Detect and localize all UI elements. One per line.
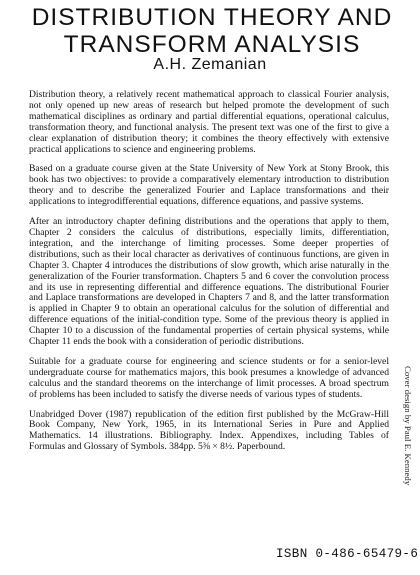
publication-note: Unabridged Dover (1987) republication of the edition first published by the McGraw-Hill Book Company, New York, 1965, in its International Series in Pure and Applied Mathematics. 14 illustrations. Bibliography. Index. Appendixes, including Tables of Formulas and Glossary of Symbols. 384pp. 5⅜ × 8½. Paperbound.: [29, 408, 389, 453]
description-paragraph: Distribution theory, a relatively recent mathematical approach to classical Fourier analysis, not only opened up new areas of research but helped promote the development of such mathematical disciplines as ordinary and partial differential equations, operational calculus, transformation theory, and functional analysis. The present text was one of the first to give a clear explanation of distribution theory; it combines the theory effectively with extensive practical applications to science and engineering problems.: [29, 89, 389, 155]
title-line-2: TRANSFORM ANALYSIS: [63, 31, 361, 58]
description-paragraph: Based on a graduate course given at the State University of New York at Stony Brook, this book has two objectives: to provide a comparatively elementary introduction to distribution theory and to describe the generalized Fourier and Laplace transformations and their applications to integrodifferential equations, difference equations, and passive systems.: [29, 163, 389, 208]
cover-design-credit: Cover design by Paul E. Kennedy: [403, 366, 413, 486]
author-name: A.H. Zemanian: [153, 56, 267, 73]
title-line-1: DISTRIBUTION THEORY AND: [31, 4, 393, 31]
isbn-number: ISBN 0-486-65479-6: [276, 547, 419, 561]
description-paragraph: After an introductory chapter defining distributions and the operations that apply to them, Chapter 2 considers the calculus of distributions, especially limits, differentiation, integration, and the interchange of limiting processes. Some deeper properties of distributions, such as their local character as derivatives of continuous functions, are given in Chapter 3. Chapter 4 introduces the distributions of slow growth, which arise naturally in the generalization of the Fourier transformation. Chapters 5 and 6 cover the convolution process and its use in representing differential and difference equations. The distributional Fourier and Laplace transformations are developed in Chapters 7 and 8, and the latter transformation is applied in Chapter 9 to obtain an operational calculus for the solution of differential and difference equations of the initial-condition type. Some of the previous theory is applied in Chapter 10 to a discussion of the fundamental properties of certain physical systems, while Chapter 11 ends the book with a consideration of periodic distributions.: [29, 216, 389, 348]
book-title: [22, 4, 402, 58]
description-paragraph: Suitable for a graduate course for engineering and science students or for a senior-level undergraduate course for mathematics majors, this book presumes a knowledge of advanced calculus and the standard theorems on the interchange of limit processes. A broad spectrum of problems has been included to satisfy the diverse needs of various types of students.: [29, 355, 389, 400]
back-cover-description: [29, 90, 389, 462]
